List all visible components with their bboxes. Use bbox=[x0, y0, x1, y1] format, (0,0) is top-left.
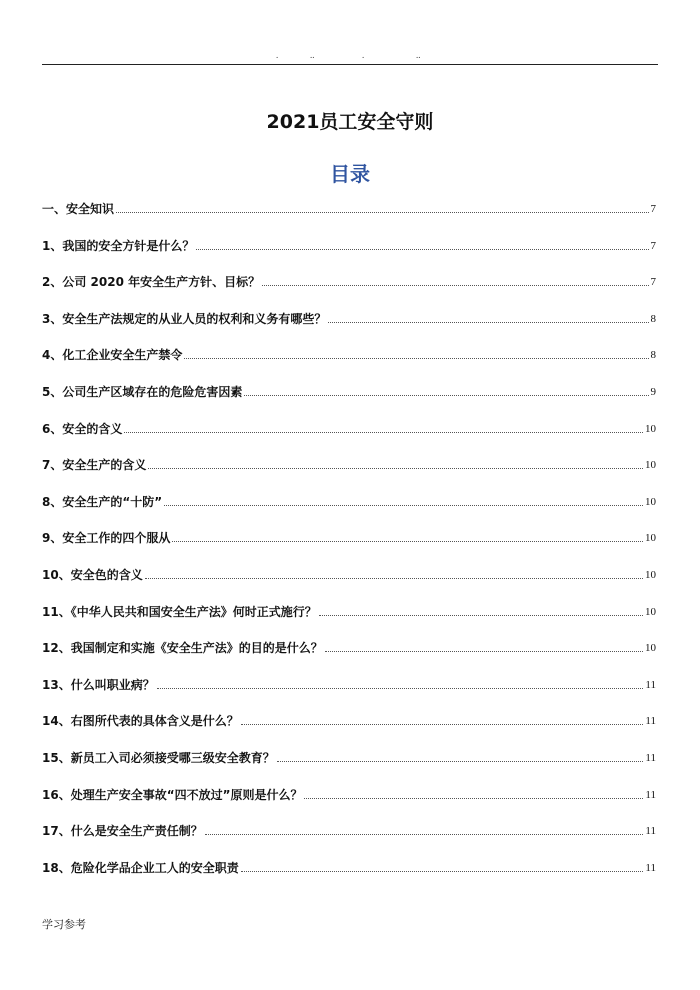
toc-entry-label: 15、新员工入司必须接受哪三级安全教育？ bbox=[42, 751, 275, 765]
toc-entry-page-number: 10 bbox=[645, 606, 656, 618]
toc-entry-page-number: 7 bbox=[650, 203, 656, 215]
toc-entry-page-number: 11 bbox=[645, 862, 656, 874]
header-mark: . bbox=[276, 50, 279, 60]
toc-entry[interactable] bbox=[42, 711, 656, 729]
toc-entry[interactable] bbox=[42, 345, 656, 363]
page-footer: 学习参考 bbox=[42, 918, 86, 931]
toc-heading: 目录 bbox=[330, 162, 370, 186]
toc-entry-label: 6、安全的含义 bbox=[42, 422, 123, 436]
toc-dot-leader bbox=[241, 871, 644, 872]
toc-dot-leader bbox=[319, 615, 643, 616]
toc-entry-label: 18、危险化学品企业工人的安全职责 bbox=[42, 861, 239, 875]
toc-dot-leader bbox=[205, 834, 644, 835]
toc-entry-page-number: 7 bbox=[650, 240, 656, 252]
toc-dot-leader bbox=[172, 541, 643, 542]
toc-entry[interactable] bbox=[42, 602, 656, 620]
toc-dot-leader bbox=[184, 358, 648, 359]
toc-dot-leader bbox=[116, 212, 648, 213]
toc-entry-label: 13、什么叫职业病？ bbox=[42, 678, 155, 692]
toc-entry-label: 12、我国制定和实施《安全生产法》的目的是什么？ bbox=[42, 641, 323, 655]
toc-entry-page-number: 11 bbox=[645, 825, 656, 837]
toc-entry-label: 11、《中华人民共和国安全生产法》何时正式施行？ bbox=[42, 605, 317, 619]
toc-entry-page-number: 11 bbox=[645, 715, 656, 727]
toc-entry[interactable] bbox=[42, 309, 656, 327]
toc-entry[interactable] bbox=[42, 272, 656, 290]
toc-dot-leader bbox=[157, 688, 644, 689]
toc-entry[interactable] bbox=[42, 565, 656, 583]
toc-entry-page-number: 10 bbox=[645, 496, 656, 508]
toc-dot-leader bbox=[244, 395, 648, 396]
toc-dot-leader bbox=[325, 651, 643, 652]
header-mark: . bbox=[362, 50, 365, 60]
toc-entry-label: 4、化工企业安全生产禁令 bbox=[42, 348, 183, 362]
toc-entry-page-number: 10 bbox=[645, 459, 656, 471]
toc-entry[interactable] bbox=[42, 638, 656, 656]
document-title: 2021员工安全守则 bbox=[266, 111, 434, 133]
toc-entry-label: 16、处理生产安全事故“四不放过”原则是什么？ bbox=[42, 788, 303, 802]
toc-entry-label: 1、我国的安全方针是什么？ bbox=[42, 239, 195, 253]
toc-entry-page-number: 10 bbox=[645, 569, 656, 581]
header-mark: .. bbox=[416, 50, 421, 60]
toc-entry-page-number: 10 bbox=[645, 423, 656, 435]
toc-entry-page-number: 8 bbox=[650, 349, 656, 361]
toc-dot-leader bbox=[241, 724, 644, 725]
toc-entry-page-number: 8 bbox=[650, 313, 656, 325]
toc-dot-leader bbox=[304, 798, 643, 799]
toc-dot-leader bbox=[124, 432, 643, 433]
toc-entry[interactable] bbox=[42, 236, 656, 254]
toc-entry[interactable] bbox=[42, 419, 656, 437]
header-mark: .. bbox=[310, 50, 315, 60]
toc-entry[interactable] bbox=[42, 199, 656, 217]
toc-entry-page-number: 7 bbox=[650, 276, 656, 288]
toc-entry-page-number: 11 bbox=[645, 679, 656, 691]
toc-entry[interactable] bbox=[42, 785, 656, 803]
toc-entry-page-number: 11 bbox=[645, 789, 656, 801]
toc-entry-label: 14、右图所代表的具体含义是什么？ bbox=[42, 714, 239, 728]
toc-entry[interactable] bbox=[42, 455, 656, 473]
toc-entry[interactable] bbox=[42, 492, 656, 510]
toc-dot-leader bbox=[145, 578, 643, 579]
toc-entry-label: 7、安全生产的含义 bbox=[42, 458, 147, 472]
toc-entry[interactable] bbox=[42, 821, 656, 839]
toc-dot-leader bbox=[328, 322, 648, 323]
toc-entry-label: 17、什么是安全生产责任制？ bbox=[42, 824, 203, 838]
toc-entry-label: 10、安全色的含义 bbox=[42, 568, 143, 582]
toc-entry-label: 5、公司生产区域存在的危险危害因素 bbox=[42, 385, 243, 399]
toc-entry[interactable] bbox=[42, 382, 656, 400]
toc-dot-leader bbox=[262, 285, 648, 286]
toc-entry-label: 2、公司 2020 年安全生产方针、目标？ bbox=[42, 275, 261, 289]
toc-entry[interactable] bbox=[42, 748, 656, 766]
toc-entry-label: 3、安全生产法规定的从业人员的权利和义务有哪些？ bbox=[42, 312, 327, 326]
toc-entry-page-number: 11 bbox=[645, 752, 656, 764]
toc-entry-page-number: 9 bbox=[650, 386, 656, 398]
toc-entry[interactable] bbox=[42, 528, 656, 546]
toc-entry-page-number: 10 bbox=[645, 532, 656, 544]
toc-dot-leader bbox=[277, 761, 644, 762]
toc-entry-label: 一、安全知识 bbox=[42, 202, 115, 216]
toc-dot-leader bbox=[196, 249, 648, 250]
toc-entry[interactable] bbox=[42, 675, 656, 693]
toc-entry-label: 9、安全工作的四个服从 bbox=[42, 531, 171, 545]
toc-entry-label: 8、安全生产的“十防” bbox=[42, 495, 163, 509]
toc-dot-leader bbox=[164, 505, 643, 506]
toc-entry-page-number: 10 bbox=[645, 642, 656, 654]
toc-entry[interactable] bbox=[42, 858, 656, 876]
toc-dot-leader bbox=[148, 468, 643, 469]
